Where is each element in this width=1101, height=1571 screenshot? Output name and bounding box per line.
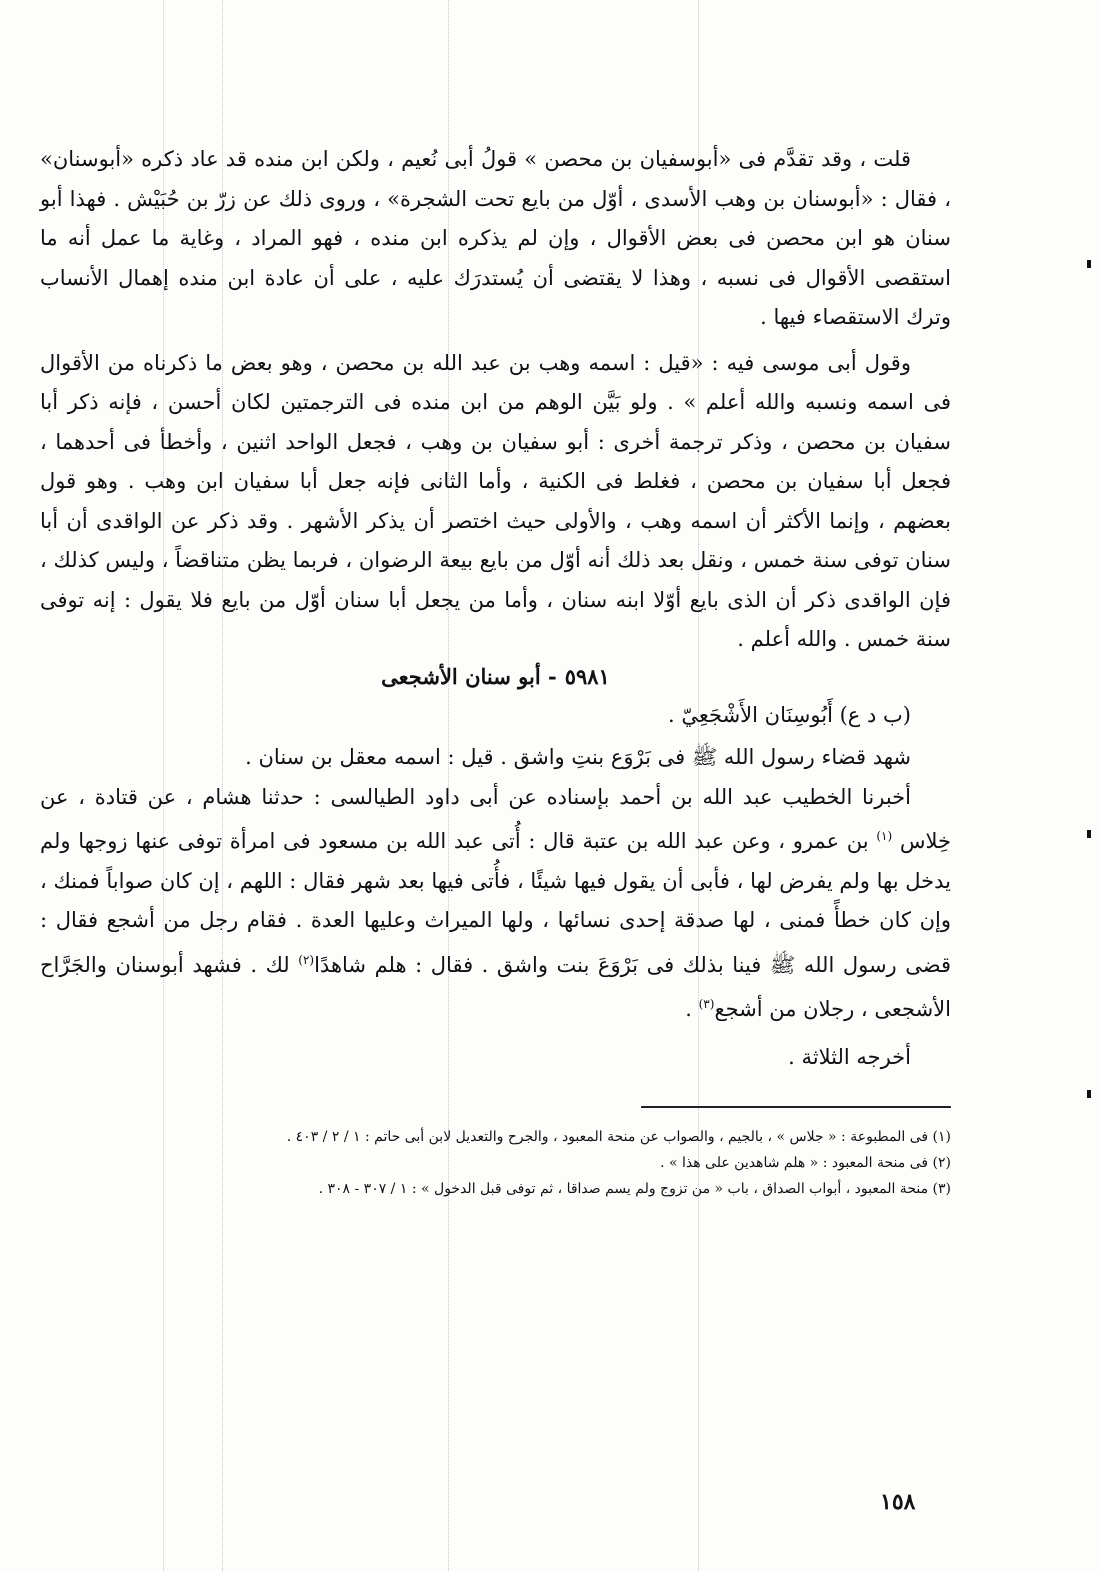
paragraph-commentary-2: وقول أبى موسى فيه : «قيل : اسمه وهب بن عبد الله بن محصن ، وهو بعض ما ذكرناه من الأقوال فى اسمه ونسبه والله أعلم » . ولو بَيَّن الوهم من ابن منده فى الترجمتين لكان أحسن ، فإنه ذكر أبا سفيان بن محصن ، وذكر ترجمة أخرى : أبو سفيان بن وهب ، فجعل الواحد اثنين ، وأخطأ فى أحدهما ، فجعل أبا سفيان بن محصن ، فغلط فى الكنية ، وأما الثانى فإنه جعل أبا سفيان ابن وهب . وهو قول بعضهم ، وإنما الأكثر أن اسمه وهب ، والأولى حيث اختصر أن يذكر الأشهر . وقد ذكر عن الواقدى أن أبا سنان توفى سنة خمس ، ونقل بعد ذلك أنه أوّل من بايع بيعة الرضوان ، فربما يظن متناقضاً ، وليس كذلك ، فإن الواقدى ذكر أن الذى بايع أوّلا ابنه سنان ، وأما من يجعل أبا سنان أوّل من بايع فلا يقول : إنه توفى سنة خمس . والله أعلم . — [40, 350, 951, 651]
page-number: ١٥٨ — [880, 1489, 916, 1515]
report-text-part: أخبرنا الخطيب عبد الله بن أحمد بإسناده عن أبى داود الطيالسى : حدثنا هشام ، عن قتادة ، عن خِلاس — [40, 784, 951, 853]
entry-heading — [40, 660, 951, 694]
footnote-2: (٢) فى منحة المعبود : « هلم شاهدين على هذا » . — [660, 1154, 951, 1171]
footnote-ref-1: (١) — [876, 829, 893, 843]
footnote-ref-2: (٢) — [298, 952, 315, 967]
report-text-part: . — [685, 997, 699, 1021]
footnote-ref-3: (٣) — [698, 997, 715, 1011]
footnote-3: (٣) منحة المعبود ، أبواب الصداق ، باب « من تزوج ولم يسم صداقا ، ثم توفى قبل الدخول » : ١ / ٣٠٧ - ٣٠٨ . — [318, 1180, 951, 1197]
closing-line: أخرجه الثلاثة . — [788, 1044, 911, 1069]
entry-summary-line: شهد قضاء رسول الله ﷺ فى بَرْوَع بنتِ واشق . قيل : اسمه معقل بن سنان . — [245, 744, 911, 769]
report-text-part: لك . فشهد أبوسنان والجَرَّاح الأشجعى ، رجلان من أشجع — [40, 952, 951, 1021]
footnote-divider — [641, 1106, 951, 1108]
report-text-part: بن عمرو ، وعن عبد الله بن عتبة قال : أُتى عبد الله بن مسعود فى امرأة توفى عنها زوجها ولم يدخل بها ولم يفرض لها ، فأبى أن يقول فيها شيئًا ، فأُتى فيها بعد شهر فقال : اللهم ، إن كان صواباً فمنك ، وإن كان خطأً فمنى ، لها صدقة إحدى نسائها ، ولها الميراث وعليها العدة . فقام رجل من أشجع فقال : قضى رسول الله ﷺ فينا بذلك فى بَرْوَعَ بنت واشق . فقال : هلم شاهدًا — [40, 829, 952, 977]
paragraph-commentary-1: قلت ، وقد تقدَّم فى «أبوسفيان بن محصن » قولُ أبى نُعيم ، ولكن ابن منده قد عاد ذكره «أبوسنان» ، فقال : «أبوسنان بن وهب الأسدى ، أوّل من بايع تحت الشجرة» ، وروى ذلك عن زرّ بن حُبَيْش . فهذا أبو سنان هو ابن محصن فى بعض الأقوال ، وإن لم يذكره ابن منده ، فهو المراد ، وغاية ما عمل أنه ما استقصى الأقوال فى نسبه ، وهذا لا يقتضى أن يُستدرَك عليه ، على أن عادة ابن منده إهمال الأنساب وترك الاستقصاء فيها . — [40, 147, 951, 329]
entry-sigla-line: (ب د ع) أَبُوسِنَان الأَشْجَعِيّ . — [668, 702, 911, 727]
footnote-1: (١) فى المطبوعة : « جلاس » ، بالجيم ، والصواب عن منحة المعبود ، والجرح والتعديل لابن أبى حاتم : ١ / ٢ / ٤٠٣ . — [286, 1128, 951, 1145]
entry-number: ٥٩٨١ — [564, 663, 610, 689]
page-body — [40, 140, 951, 1531]
paragraph-hadith-report — [40, 778, 951, 1030]
footnotes — [40, 1126, 951, 1200]
scan-edge-mark — [1087, 1090, 1091, 1098]
entry-title: - أبو سنان الأشجعى — [381, 663, 557, 689]
scan-edge-mark — [1087, 830, 1091, 838]
scan-edge-mark — [1087, 260, 1091, 268]
